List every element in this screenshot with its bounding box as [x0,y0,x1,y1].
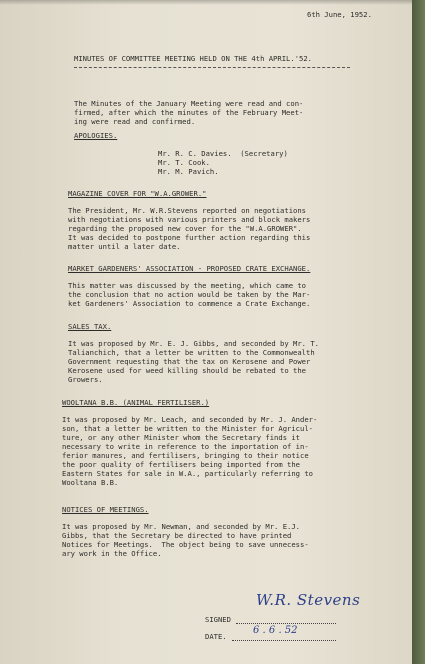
wooltana-line: son, that a letter be written to the Minister for Agricul- [62,424,313,433]
sales-tax-line: Kerosene used for weed killing should be rebated to the [68,366,306,375]
page-title: MINUTES OF COMMITTEE MEETING HELD ON THE 4th APRIL.'52. [74,54,312,63]
wooltana-line: Eastern States for sale in W.A., particularly referring to [62,469,313,478]
market-heading: MARKET GARDENERS' ASSOCIATION - PROPOSED CRATE EXCHANGE. [68,264,311,273]
date-line [232,640,336,641]
intro-line-3: ing were read and confirmed. [74,117,196,126]
wooltana-line: It was proposed by Mr. Leach, and seconded by Mr. J. Ander- [62,415,318,424]
signature-line [236,623,336,624]
notices-heading: NOTICES OF MEETINGS. [62,505,149,514]
magazine-line: The President, Mr. W.R.Stevens reported on negotiations [68,206,306,215]
document-date: 6th June, 1952. [307,10,372,19]
sales-tax-line: Growers. [68,375,103,384]
apology-name: Mr. T. Cook. [158,158,210,167]
apology-name: Mr. R. C. Davies. (Secretary) [158,149,288,158]
sales-tax-line: Government requesting that the tax on Kerosene and Power [68,357,311,366]
notices-line: ary work in the Office. [62,549,162,558]
page-top-shadow [0,0,412,5]
intro-line-2: firmed, after which the minutes of the February Meet- [74,108,304,117]
apology-name: Mr. M. Pavich. [158,167,219,176]
magazine-line: matter until a later date. [68,242,181,251]
handwritten-date: 6 . 6 . 52 [253,625,298,636]
magazine-line: It was decided to postpone further action regarding this [68,233,311,242]
title-underline [74,67,350,68]
notices-line: It was proposed by Mr. Newman, and seconded by Mr. E.J. [62,522,300,531]
handwritten-signature: W.R. Stevens [256,591,361,609]
magazine-heading: MAGAZINE COVER FOR "W.A.GROWER." [68,189,207,198]
background-edge [412,0,425,664]
intro-line-1: The Minutes of the January Meeting were read and con- [74,99,304,108]
wooltana-line: Wooltana B.B. [62,478,119,487]
wooltana-line: ferior manures, and fertilisers, bringing to their notice [62,451,309,460]
market-line: the conclusion that no action would be taken by the Mar- [68,290,311,299]
magazine-line: regarding the proposed new cover for the "W.A.GROWER". [68,224,302,233]
notices-line: Gibbs, that the Secretary be directed to have printed [62,531,292,540]
wooltana-line: ture, or any other Minister whom the Secretary finds it [62,433,300,442]
signed-label: SIGNED [205,615,231,624]
sales-tax-line: Talianchich, that a letter be written to the Commonwealth [68,348,315,357]
apologies-heading: APOLOGIES. [74,131,118,140]
wooltana-heading: WOOLTANA B.B. (ANIMAL FERTILISER.) [62,398,210,407]
date-label: DATE. [205,632,227,641]
wooltana-line: necessary to write in reference to the importation of in- [62,442,309,451]
wooltana-line: the poor quality of fertilisers being imported from the [62,460,300,469]
sales-tax-heading: SALES TAX. [68,322,112,331]
notices-line: Notices for Meetings. The object being to save unnecess- [62,540,309,549]
market-line: This matter was discussed by the meeting, which came to [68,281,306,290]
market-line: ket Gardeners' Association to commence a Crate Exchange. [68,299,311,308]
magazine-line: with negotiations with various printers and block makers [68,215,311,224]
sales-tax-line: It was proposed by Mr. E. J. Gibbs, and seconded by Mr. T. [68,339,319,348]
